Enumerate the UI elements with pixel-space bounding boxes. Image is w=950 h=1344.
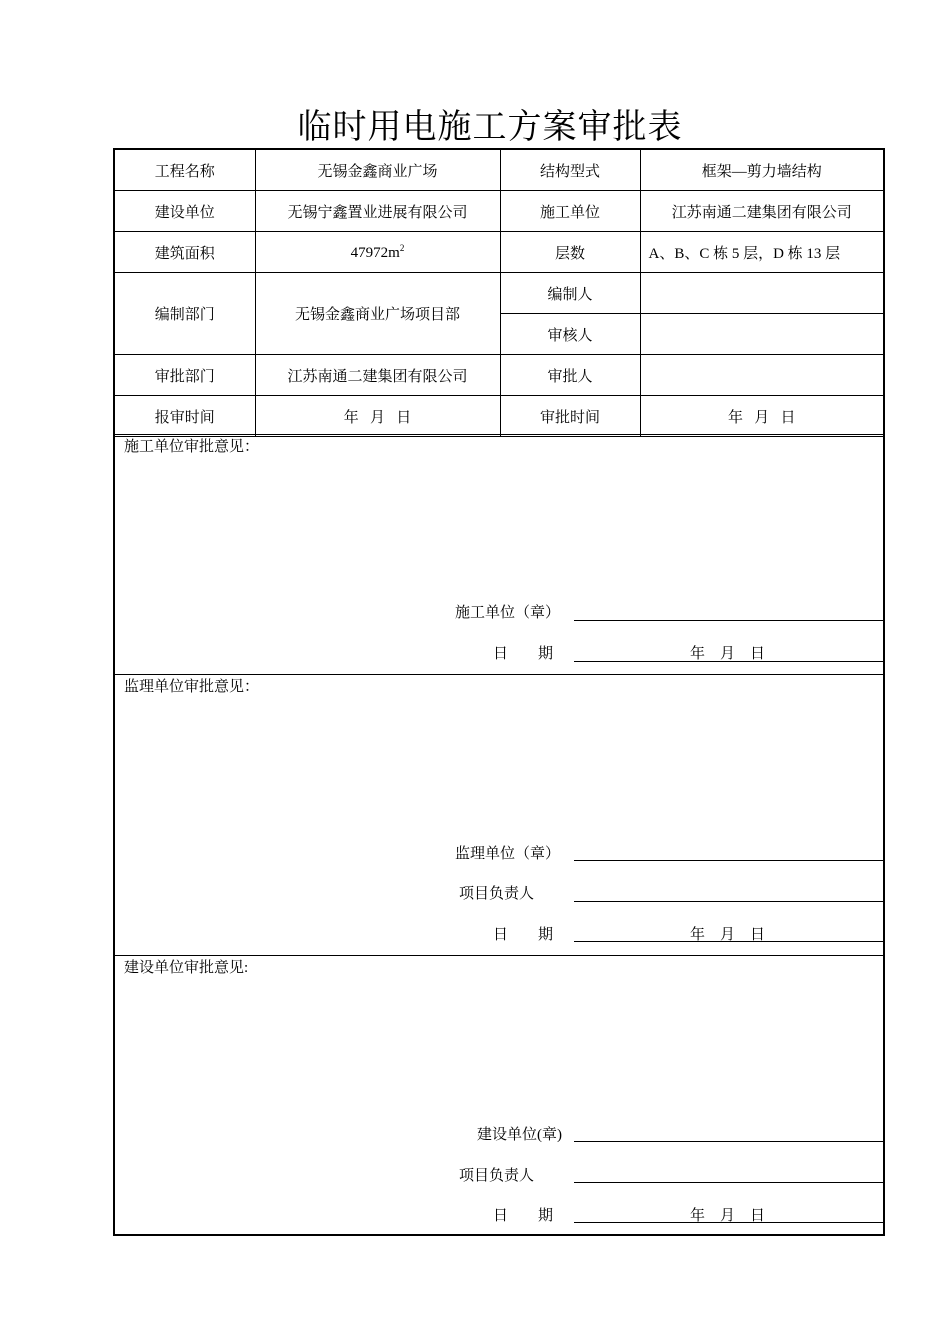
author-value[interactable] xyxy=(640,273,883,314)
contractor-label: 施工单位 xyxy=(500,191,640,232)
owner-seal-line[interactable] xyxy=(574,1141,883,1142)
submit-time-value[interactable]: 年 月 日 xyxy=(255,396,500,437)
approval-form xyxy=(113,148,885,1236)
area-number: 47972m xyxy=(350,244,400,261)
table-row xyxy=(115,150,883,191)
owner-date-label: 日 期 xyxy=(493,1208,554,1224)
page-title: 临时用电施工方案审批表 xyxy=(297,109,683,146)
table-row xyxy=(115,355,883,396)
supervisor-opinion-section xyxy=(115,674,883,956)
project-name-label: 工程名称 xyxy=(115,150,255,191)
supervisor-date-label: 日 期 xyxy=(493,927,554,943)
approval-dept-label: 审批部门 xyxy=(115,355,255,396)
author-label: 编制人 xyxy=(500,273,640,314)
area-value xyxy=(255,232,500,273)
supervisor-seal-line[interactable] xyxy=(574,860,883,861)
approval-time-value[interactable]: 年 月 日 xyxy=(640,396,883,437)
supervisor-person-label: 项目负责人 xyxy=(459,886,535,902)
owner-opinion-section xyxy=(115,955,883,1235)
approval-time-label: 审批时间 xyxy=(500,396,640,437)
owner-label: 建设单位 xyxy=(115,191,255,232)
dept-label: 编制部门 xyxy=(115,273,255,355)
owner-value: 无锡宁鑫置业进展有限公司 xyxy=(255,191,500,232)
floors-value: A、B、C 栋 5 层，D 栋 13 层 xyxy=(640,232,883,273)
table-row xyxy=(115,232,883,273)
contractor-value: 江苏南通二建集团有限公司 xyxy=(640,191,883,232)
owner-opinion-label: 建设单位审批意见: xyxy=(124,960,249,976)
reviewer-label: 审核人 xyxy=(500,314,640,355)
approver-label: 审批人 xyxy=(500,355,640,396)
table-row xyxy=(115,396,883,437)
floors-label: 层数 xyxy=(500,232,640,273)
project-info-table xyxy=(115,150,883,437)
owner-date-value[interactable]: 年 月 日 xyxy=(690,1208,766,1224)
project-name-value: 无锡金鑫商业广场 xyxy=(255,150,500,191)
dept-value: 无锡金鑫商业广场项目部 xyxy=(255,273,500,355)
reviewer-value[interactable] xyxy=(640,314,883,355)
area-label: 建筑面积 xyxy=(115,232,255,273)
contractor-opinion-label: 施工单位审批意见： xyxy=(124,439,260,455)
table-row xyxy=(115,273,883,314)
contractor-date-label: 日 期 xyxy=(493,646,554,662)
supervisor-person-line[interactable] xyxy=(574,901,883,902)
approval-dept-value: 江苏南通二建集团有限公司 xyxy=(255,355,500,396)
supervisor-date-value[interactable]: 年 月 日 xyxy=(690,927,766,943)
submit-time-label: 报审时间 xyxy=(115,396,255,437)
supervisor-opinion-label: 监理单位审批意见： xyxy=(124,679,260,695)
contractor-seal-label: 施工单位（章） xyxy=(455,605,561,621)
structure-label: 结构型式 xyxy=(500,150,640,191)
contractor-opinion-section xyxy=(115,434,883,675)
supervisor-seal-label: 监理单位（章） xyxy=(455,846,561,862)
owner-person-label: 项目负责人 xyxy=(459,1168,535,1184)
contractor-date-value[interactable]: 年 月 日 xyxy=(690,646,766,662)
table-row xyxy=(115,191,883,232)
owner-person-line[interactable] xyxy=(574,1182,883,1183)
contractor-seal-line[interactable] xyxy=(574,620,883,621)
area-unit-superscript: 2 xyxy=(399,242,405,253)
owner-seal-label: 建设单位(章) xyxy=(477,1127,562,1143)
structure-value: 框架—剪力墙结构 xyxy=(640,150,883,191)
approver-value[interactable] xyxy=(640,355,883,396)
